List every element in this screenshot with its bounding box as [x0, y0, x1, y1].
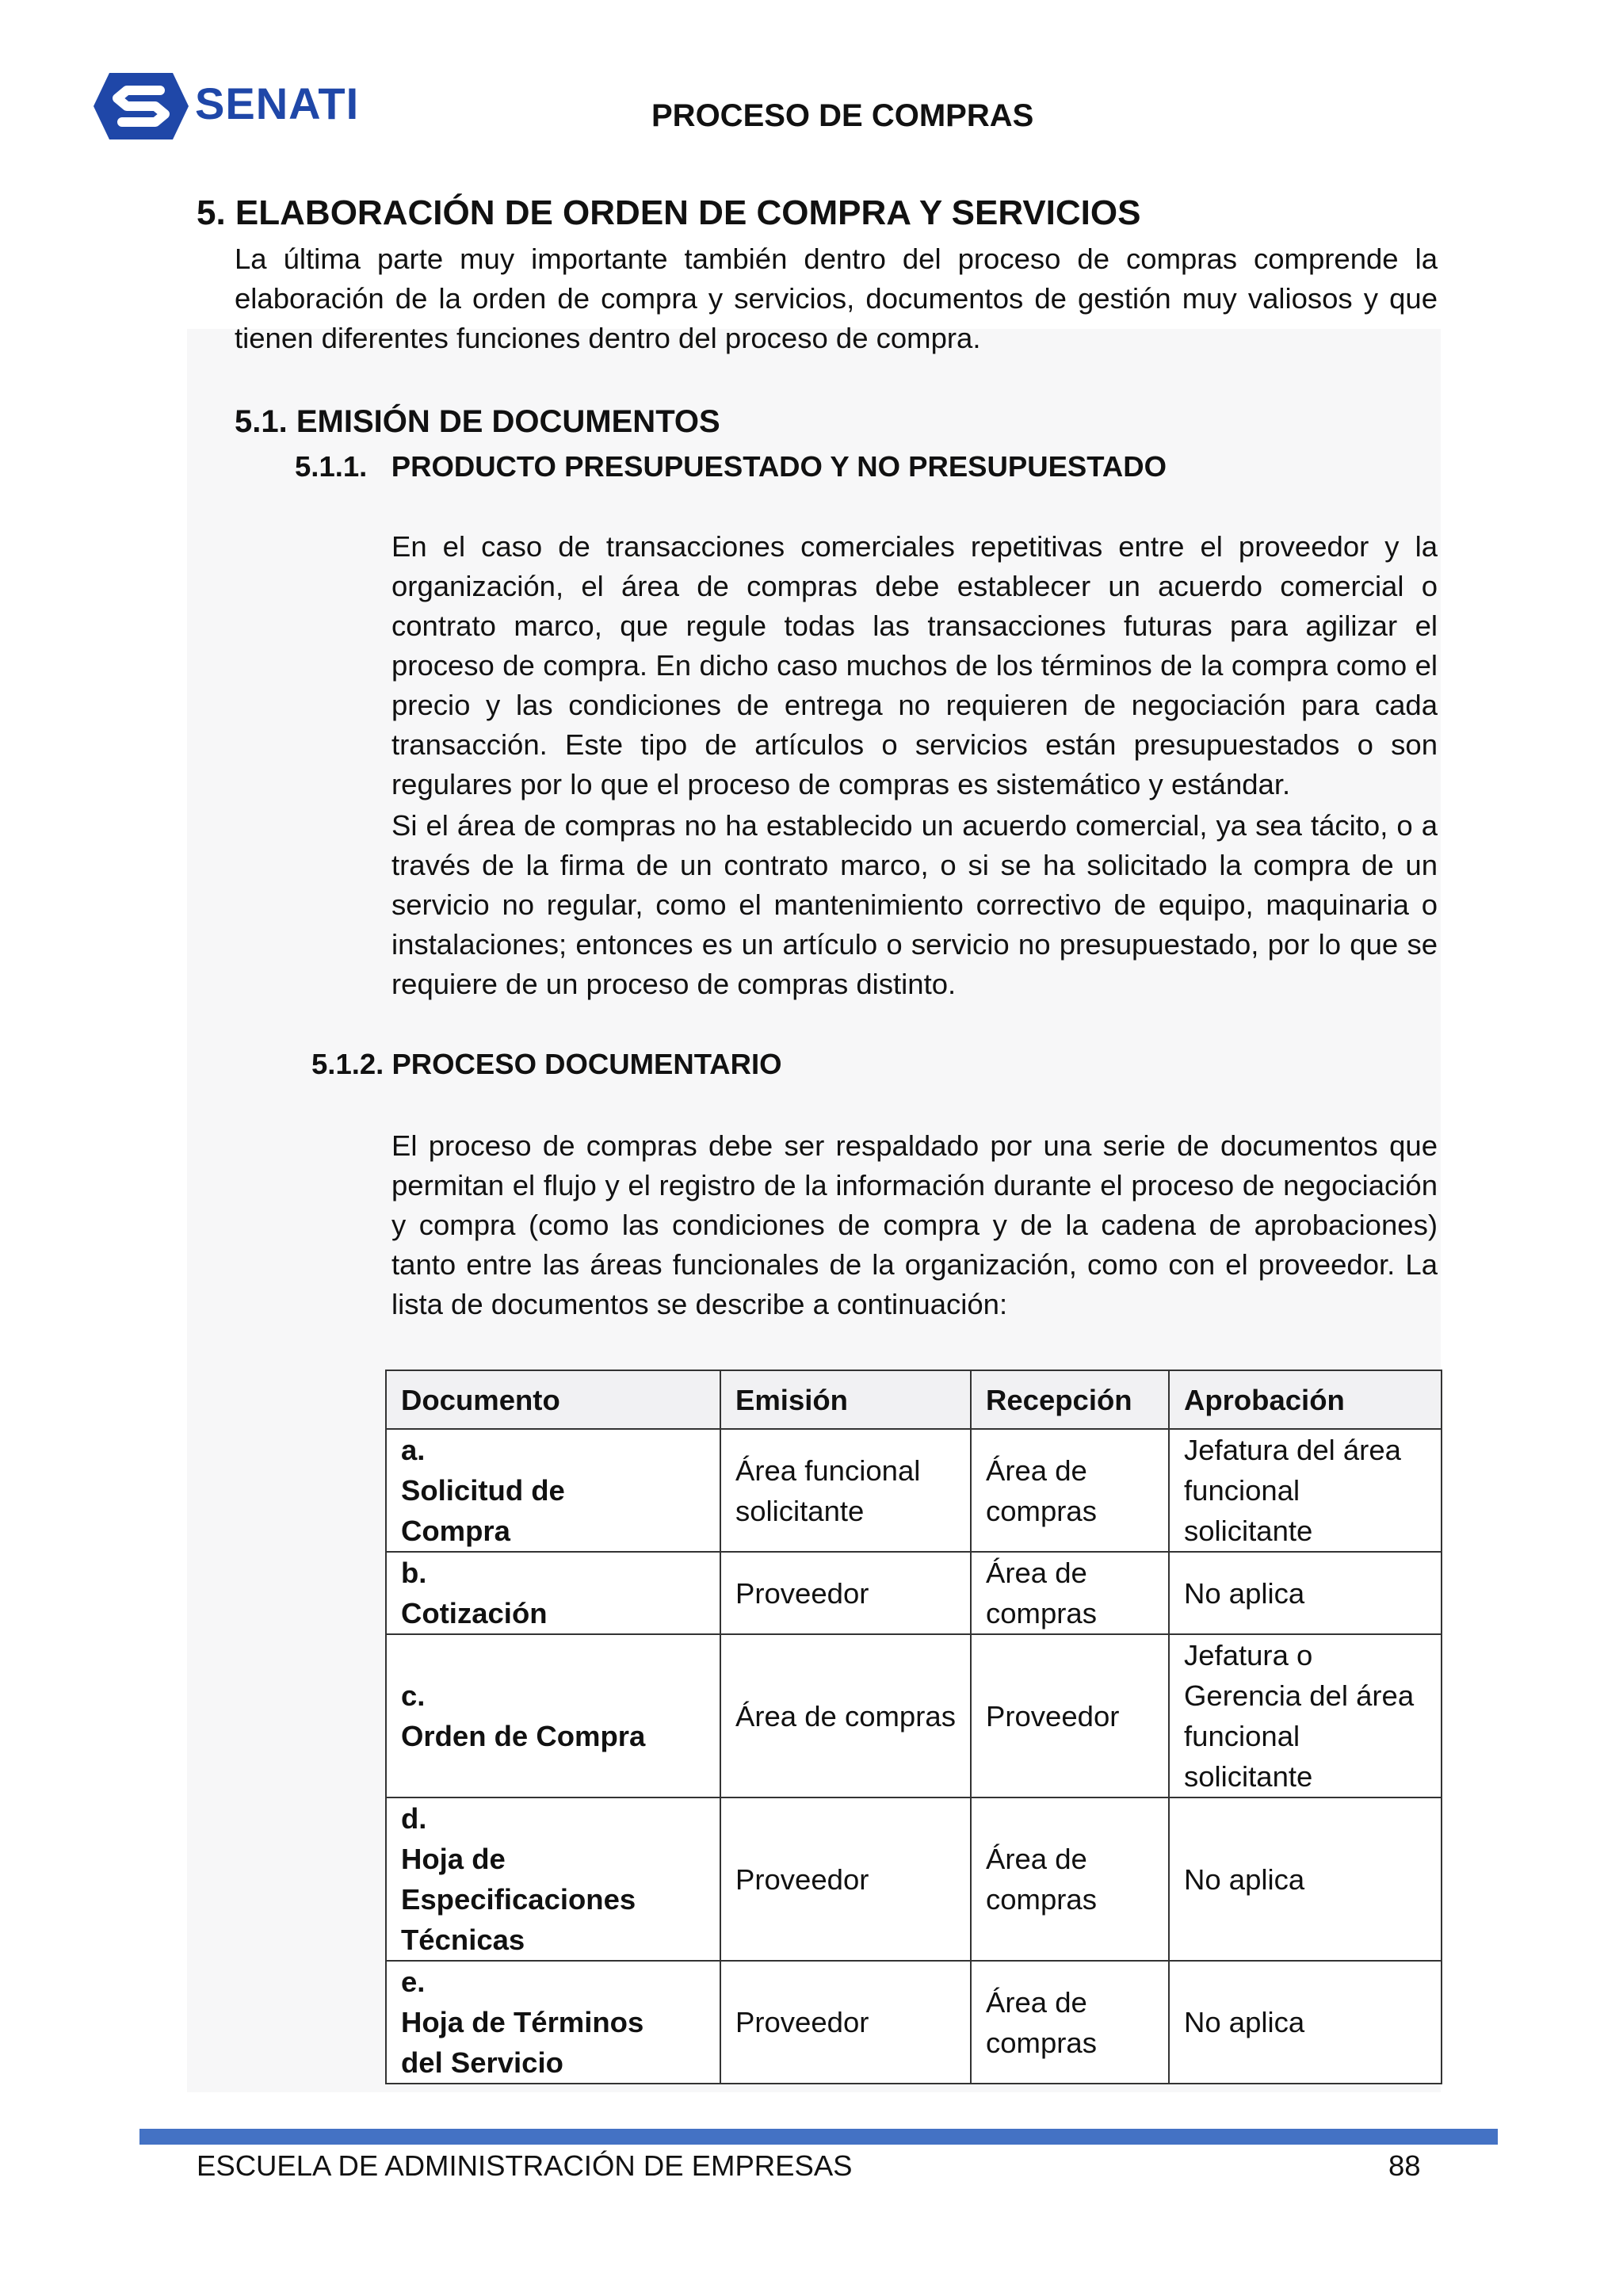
recepcion-cell: Área de compras	[971, 1552, 1169, 1634]
subsubsection-title-1: 5.1.1. PRODUCTO PRESUPUESTADO Y NO PRESUPUESTADO	[295, 450, 1167, 483]
row-letter: e.	[401, 1966, 426, 1998]
document-name: Hoja de Especificaciones Técnicas	[401, 1843, 636, 1956]
emision-cell: Proveedor	[720, 1552, 971, 1634]
emision-cell: Área de compras	[720, 1634, 971, 1797]
budgeted-paragraph: En el caso de transacciones comerciales repetitivas entre el proveedor y la organización, el área de compras debe establecer un acuerdo comercial o contrato marco, que regule todas las transacciones futuras para agilizar el proceso de compra. En dicho caso muchos de los términos de la compra como el precio y las condiciones de entrega no requieren de negociación para cada transacción. Este tipo de artículos o servicios están presupuestados o son regulares por lo que el proceso de compras es sistemático y estándar.	[391, 530, 1438, 800]
document-name: Orden de Compra	[401, 1720, 646, 1752]
header-documento: Documento	[386, 1370, 720, 1429]
document-name: Solicitud de Compra	[401, 1474, 565, 1547]
table-row	[386, 1797, 1442, 1961]
table-row	[386, 1961, 1442, 2084]
row-letter: b.	[401, 1557, 427, 1589]
recepcion-cell: Área de compras	[971, 1429, 1169, 1552]
recepcion-cell: Proveedor	[971, 1634, 1169, 1797]
aprobacion-cell: No aplica	[1169, 1552, 1442, 1634]
document-cell	[386, 1961, 720, 2084]
aprobacion-cell: No aplica	[1169, 1797, 1442, 1961]
table-row	[386, 1429, 1442, 1552]
subsection-title: 5.1. EMISIÓN DE DOCUMENTOS	[235, 404, 720, 439]
row-letter: a.	[401, 1434, 426, 1466]
document-cell	[386, 1552, 720, 1634]
aprobacion-cell: No aplica	[1169, 1961, 1442, 2084]
documentary-process-paragraph: El proceso de compras debe ser respaldado por una serie de documentos que permitan el flujo y el registro de la información durante el proceso de negociación y compra (como las condiciones de compra y de la cadena de aprobaciones) tanto entre las áreas funcionales de la organización, como con el proveedor. La lista de documentos se describe a continuación:	[391, 1129, 1438, 1320]
row-letter: c.	[401, 1679, 426, 1712]
recepcion-cell: Área de compras	[971, 1961, 1169, 2084]
header-aprobacion: Aprobación	[1169, 1370, 1442, 1429]
emision-cell: Proveedor	[720, 1961, 971, 2084]
footer-bar	[139, 2129, 1498, 2145]
table-row	[386, 1634, 1442, 1797]
row-letter: d.	[401, 1802, 427, 1835]
subsubsection-title-2: 5.1.2. PROCESO DOCUMENTARIO	[311, 1048, 782, 1080]
document-name: Cotización	[401, 1597, 548, 1629]
page-number: 88	[1388, 2149, 1421, 2182]
emision-cell: Proveedor	[720, 1797, 971, 1961]
emision-cell: Área funcional solicitante	[720, 1429, 971, 1552]
document-cell	[386, 1797, 720, 1961]
recepcion-cell: Área de compras	[971, 1797, 1169, 1961]
table-header-row	[386, 1370, 1442, 1429]
senati-logo-icon	[94, 70, 189, 143]
footer-school: ESCUELA DE ADMINISTRACIÓN DE EMPRESAS	[197, 2149, 853, 2182]
document-cell	[386, 1634, 720, 1797]
aprobacion-cell: Jefatura del área funcional solicitante	[1169, 1429, 1442, 1552]
header-emision: Emisión	[720, 1370, 971, 1429]
documents-table	[385, 1370, 1442, 2084]
table-row	[386, 1552, 1442, 1634]
aprobacion-cell: Jefatura o Gerencia del área funcional solicitante	[1169, 1634, 1442, 1797]
header-recepcion: Recepción	[971, 1370, 1169, 1429]
section-title: 5. ELABORACIÓN DE ORDEN DE COMPRA Y SERVICIOS	[197, 193, 1141, 232]
intro-paragraph: La última parte muy importante también dentro del proceso de compras comprende la elaboración de la orden de compra y servicios, documentos de gestión muy valiosos y que tienen diferentes funciones dentro del proceso de compra.	[235, 243, 1438, 354]
logo-text: SENATI	[195, 78, 360, 128]
header-title: PROCESO DE COMPRAS	[651, 98, 1034, 133]
document-cell	[386, 1429, 720, 1552]
non-budgeted-paragraph: Si el área de compras no ha establecido un acuerdo comercial, ya sea tácito, o a través de la firma de un contrato marco, o si se ha solicitado la compra de un servicio no regular, como el mantenimiento correctivo de equipo, maquinaria o instalaciones; entonces es un artículo o servicio no presupuestado, por lo que se requiere de un proceso de compras distinto.	[391, 809, 1438, 1000]
document-name: Hoja de Términos del Servicio	[401, 2006, 644, 2079]
